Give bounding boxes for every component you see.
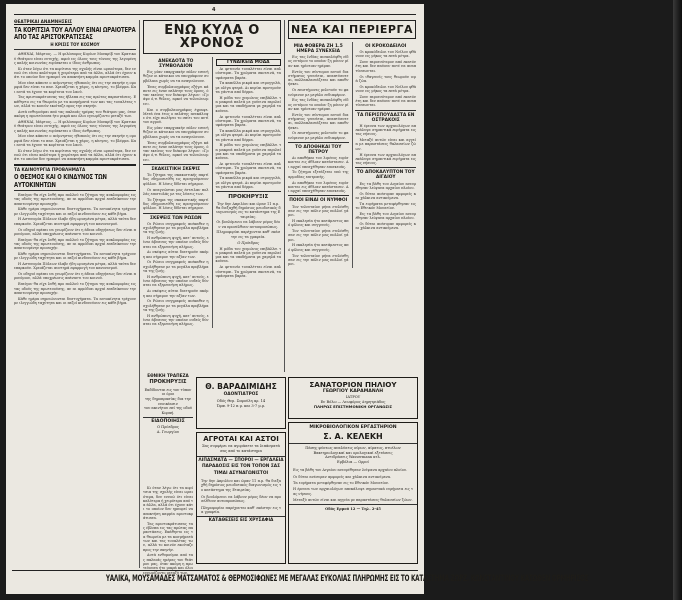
ad-name: Σ. Α. ΚΕΛΕΚΗ: [323, 431, 383, 441]
paragraph: Η μόδα του χειμώνος επιβάλλει τα μακρυά παλτά με γούνινα περιλαίμια και τα υποδήματα με χαμηλά τακούνια.: [215, 143, 282, 161]
paragraph: Τας αριστοκράτισσας τας έβλεπα εις τας πρώτας παραστάσεις. Εκάθηντο εις τα θεωρεία με τα κοσμήματά των και τας τουαλέτας των, αλλά το κοινόν εκοίταζε προς την σκηνήν.: [143, 521, 193, 552]
ad-line: Πάσης φύσεως αναλύσεις ούρων, αίματος, πτυέλων: [305, 446, 401, 451]
divider: [143, 164, 209, 165]
ad-line: Εκδίδονται εις τον τύπον οι όροι: [144, 387, 192, 397]
paragraph: Οι επιστήμονες μελετούν το φαινόμενον με μεγάλο ενδιαφέρον.: [288, 88, 349, 97]
ad-subtitle: Σας συμφέρει να αγοράσετε τα λιπάσματά σας από το κατάστημα: [201, 444, 280, 453]
paragraph: Επείγον θα είχε λυθή προ πολλού το ζήτημα της κυκλοφορίας εις τας οδούς της πρωτευούσης, αν αι αρμόδιαι αρχαί επεδείκνυον την απαιτουμένην προσοχήν.: [14, 192, 136, 206]
ad-name: ΣΑΝΑΤΟΡΙΟΝ ΠΗΛΙΟΥ: [309, 380, 397, 389]
paragraph: Επείγον θα είχε λυθή προ πολλού το ζήτημα της κυκλοφορίας εις τας οδούς της πρωτευούσης, αν αι αρμόδιαι αρχαί επεδείκνυον την απαιτουμένην προσοχήν.: [14, 282, 136, 295]
ad-farmers: [196, 432, 286, 564]
ad-line: του ακινήτου επί της οδού Κοραή.: [143, 406, 193, 415]
paragraph: Αι αποθήκαι του λιμένος ευρίσκονται εις άθλιαν κατάστασιν. Αι αρχαί υπεσχέθησαν επισκευάς.: [288, 156, 349, 169]
divider: [288, 142, 349, 143]
paragraph: Πληροφορίαι παρέχονται καθ’ εκάστην εις τα γραφεία.: [201, 505, 281, 514]
column-rule: [284, 20, 285, 372]
paragraph: Εις τας Ινδίας ανεκαλύφθη είδος εντόμου το οποίον ζη μόνον μίαν και ημίσειαν ημέραν.: [288, 98, 349, 111]
insect-headline: ΜΙΑ ΦΟΒΕΡΑ ΖΗ 1.5 ΗΜΕΡΑ ΣΥΝΕΧΕΙΑ: [293, 44, 343, 55]
notice-signature: Ο Πρόεδρος: [237, 240, 260, 245]
paragraph: ΑΘΗΝΑΙ, Μάρτιος. — Η φιλόσοφος Κυρίων Μονκρίβ του Κρατικού Θεάτρου είναι ευτυχής, αφού εις όλους τους τόνους της λεγομένης καλής κοινωνίας ευρίσκεται ο ίδιος άνθρωπος.: [14, 119, 136, 133]
paragraph: Το ζήτημα της σκακιστικής παρτίδος εδημοσιεύθη εις προηγούμενον φύλλον. Η λύσις δίδεται σήμερον.: [143, 197, 209, 211]
paragraph: Η μόδα του χειμώνος επιβάλλει τα μακρυά παλτά με γούνινα περιλαίμια και τα υποδήματα με χαμηλά τακούνια.: [215, 95, 282, 113]
divider: [14, 164, 136, 166]
binding-strip: [673, 0, 682, 600]
paragraph: Κάθε ημέρα σημειώνονται δυστυχήματα. Τα αυτοκίνητα τρέχουν με ιλιγγιώδη ταχύτητα και οι πεζοί κινδυνεύουν εις κάθε βήμα.: [14, 251, 136, 261]
paragraph: Αι σκέψεις αύται διατηρούν ακόμη και σήμερον την αξίαν των.: [143, 250, 209, 259]
paragraph: Κι όταν λέγω ότι τα κορίτσια της σχολής είναι ωραιότερα, δεν εννοώ ότι είναι καλύτερα ή χειρότερα από τα άλλα, αλλά ότι έχουν κάτι το οποίον δεν ημπορεί να αποκτήση καμμία αριστοκράτισσα.: [14, 148, 136, 162]
paragraph: Τα καπέλλα μικρά και στρογγυλά, με ολίγα φτερά. Αι κυρίαι προτιμούν τα γάντια από δέρμα.: [215, 128, 282, 142]
divider: [288, 195, 349, 196]
paragraph: Οι Ρώσοι συγγραφείς ανέκαθεν ησχολήθησαν με τα μεγάλα προβλήματα της ζωής.: [143, 221, 209, 235]
paragraph: ΑΘΗΝΑΙ, Μάρτιος. — Η φιλόσοφος Κυρίων Μονκρίβ του Κρατικού Θεάτρου είναι ευτυχής, αφού εις όλους τους τόνους της λεγομένης καλής κοινωνίας ευρίσκεται ο ίδιος άνθρωπος.: [14, 52, 136, 65]
russians-headline: ΣΚΕΨΕΙΣ ΤΩΝ ΡΩΣΩΝ: [149, 215, 202, 221]
section-banner: ΕΝΩ ΚΥΛΑ Ο ΧΡΟΝΟΣ: [143, 20, 281, 54]
paragraph: Αι φετεινάι τουαλέτται είναι απλούστεραι. Τα χρώματα σκοτεινά, τα υφάσματα βαρέα.: [215, 67, 282, 80]
warehouse-headline: ΤΟ ΑΠΟΘΗΚΑΙ ΤΟΥ ΠΕΤΡΟΥ: [295, 144, 342, 156]
ad-line: Εμβόλια — Ορροί: [337, 459, 369, 464]
divider: [197, 516, 285, 517]
paragraph: Αι φετεινάι τουαλέτται είναι απλούστεραι. Τα χρώματα σκοτεινά, τα υφάσματα βαρέα.: [215, 162, 282, 175]
paragraph: Τον τελευταίον μήνα ετελέσθησαν εις την πόλιν μας πολλοί γάμοι.: [288, 229, 349, 242]
ad-profession: ΟΔΟΝΤΙΑΤΡΟΣ: [223, 391, 259, 397]
paragraph: Αυτά ενθυμούμαι από τας παλαιάς ημέρας του θεάτρου μας, όταν ακόμη η πρωτεύουσα ήτο μικρά και όλοι εγνωρίζοντο μεταξύ των.: [143, 553, 193, 575]
column-middle-lower: [143, 486, 193, 575]
paragraph: Και ο συμβολαιογράφος έγραψε. Μετά ένα έτος ο πελάτης ανεκάλυψε ότι είχε πωλήσει το σπίτι του αντί του αγρού.: [143, 107, 209, 125]
ad-line: ΠΛΗΡΩΣ ΕΠΙΣΤΗΜΟΝΙΚΗ ΟΡΓΑΝΩΣΙΣ: [313, 403, 393, 409]
divider: [143, 213, 209, 214]
paragraph: Την 8ην Απριλίου και ώραν 11 π.μ. θα διεξαχθή δημόσιος μειοδοτικός διαγωνισμός εις το κατάστημα της Εταιρείας.: [215, 201, 281, 219]
ad-name: Θ. ΒΑΡΑΔΙΜΙΔΗΣ: [205, 382, 277, 391]
column-left: [14, 20, 136, 568]
ad-sanatorium: [288, 377, 418, 419]
paragraph: Μεταξύ αυτών είναι και αγγεία με παραστάσεις θαλασσίων ζώων.: [355, 138, 416, 151]
ad-footer: ΚΑΤΑΘΕΣΕΙΣ ΕΙΣ ΧΡΥΣΑΦΙΑ: [208, 518, 274, 524]
divider: [289, 443, 417, 444]
paragraph: Τον τελευταίον μήνα ετελέσθησαν εις την πόλιν μας πολλοί γάμοι.: [288, 204, 349, 218]
paragraph: Η εκκλησία ήτο κατάμεστος από φίλους και συγγενείς.: [288, 243, 349, 252]
ad-line: ΠΑΡΑΔΟΣΙΣ ΕΙΣ ΤΟΝ ΤΟΠΟΝ ΣΑΣ: [201, 464, 281, 470]
paragraph: Οι δύται ανέσυραν αμφορείς και χάλκινα αντικείμενα.: [355, 191, 416, 200]
ad-address: Οδός Θεμ. Σοφούλη αρ. 14: [216, 399, 266, 404]
divider: [289, 504, 417, 505]
paragraph: Κι όταν λέγω ότι τα κορίτσια της σχολής είναι ωραιότερα, δεν εννοώ ότι είναι καλύτερα ή χειρότερα από τα άλλα, αλλά ότι έχουν κάτι το οποίον δεν ημπορεί να αποκτήση καμμία αριστοκράτισσα.: [14, 66, 136, 80]
paragraph: Κι όταν λέγω ότι τα κορίτσια της σχολής είναι ωραιότερα, δεν εννοώ ότι είναι καλύτερα ή χειρότερα από τα άλλα, αλλά ότι έχουν κάτι το οποίον δεν ημπορεί να αποκτήση καμμία αριστοκράτισσα.: [143, 486, 193, 521]
paragraph: Μου είπε κάποτε ο αείμνηστος ηθοποιός ότι εις την σκηνήν η ομορφιά δεν είναι το παν. Χρειάζεται η χάρις, η κίνησις, το βλέμμα. Και αυτά τα έχουν τα κορίτσια του λαού.: [14, 134, 136, 147]
paragraph: Τας αριστοκράτισσας τας έβλεπα εις τας πρώτας παραστάσεις. Εκάθηντο εις τα θεωρεία με τα κοσμήματά των και τας τουαλέτας των, αλλά το κοινόν εκοίταζε προς την σκηνήν.: [14, 95, 136, 109]
paragraph: Εις τα βάθη του Αιγαίου ανευρέθησαν λείψανα αρχαίου πλοίου.: [293, 467, 408, 472]
page-number: 4: [212, 7, 216, 13]
paragraph: Ένας συμβολαιογράφος εξήγει κάποτε εις έναν πελάτην τους όρους, όταν εκείνος τον διέκοψε λέγων: «Γράψε ό,τι θέλεις, αρκεί να τελειώνωμεν».: [143, 140, 209, 162]
paragraph: Οι δύται ανέσυραν αμφορείς και χάλκινα αντικείμενα.: [355, 221, 416, 231]
chess-headline: ΣΚΑΚΙΣΤΙΚΗ ΣΚΕΨΙΣ: [151, 167, 201, 173]
article2-headline: Ο ΘΕΣΜΟΣ ΚΑΙ Ο ΚΙΝΔΥΝΟΣ ΤΩΝ ΑΥΤΟΚΙΝΗΤΩΝ: [14, 172, 107, 189]
paragraph: Οι ιθαγενείς τους θεωρούν ιερά ζώα.: [355, 74, 416, 83]
ad-title: ΠΡΟΚΗΡΥΞΙΣ: [149, 379, 187, 386]
ad-line: Αντιδράσεις Wassermann κτλ.: [325, 455, 381, 460]
article-byline: Η ΚΡΙΣΙΣ ΤΟΥ ΚΟΣΜΟΥ: [50, 42, 100, 48]
paragraph: Η ανθρώπινη ψυχή, κατ’ αυτούς, είναι άβυσσος την οποίαν ουδείς δύναται να εξερευνήση πλήρως.: [143, 274, 209, 288]
paragraph: Τον τελευταίον μήνα ετελέσθησαν εις την πόλιν μας πολλοί γάμοι.: [288, 253, 349, 267]
paragraph: Τα καπέλλα μικρά και στρογγυλά, με ολίγα φτερά. Αι κυρίαι προτιμούν τα γάντια από δέρμα.: [215, 176, 282, 189]
shells-headline: ΤΑ ΠΕΡΙΣΠΟΥΔΑΣΤΑ ΕΝ ΟΣΤΡΑΚΟΙΣ: [357, 112, 415, 123]
paragraph: Τα ευρήματα μετεφέρθησαν εις το Εθνικόν Μουσείον.: [355, 201, 416, 211]
paragraph: Κάθε ημέρα σημειώνονται δυστυχήματα. Τα αυτοκίνητα τρέχουν με ιλιγγιώδη ταχύτητα και οι πεζοί κινδυνεύουν εις κάθε βήμα.: [14, 207, 136, 216]
column-rule: [212, 57, 213, 328]
ad-line: ΙΑΤΡΟΥ: [345, 395, 361, 400]
ad-laboratory: [288, 422, 418, 564]
paragraph: Οι οδηγοί πρέπει να γνωρίζουν ότι η άδεια οδηγήσεως δεν είναι προνόμιον, αλλά υποχρέωσις απέναντι του κοινού.: [14, 227, 136, 236]
article2-kicker: ΤΑ ΚΑΙΝΟΥΡΓΙΑ ΠΡΟΒΛΗΜΑΤΑ: [14, 166, 86, 172]
paragraph: Η Αστυνομία Πόλεων έλαβε ήδη ωρισμένα μέτρα, αλλά ταύτα δεν επαρκούν. Χρειάζεται αυστηρά εφαρμογή του κανονισμού.: [14, 262, 136, 271]
paragraph: Οι επιστήμονες μελετούν το φαινόμενον με μεγάλο ενδιαφέρον.: [288, 131, 349, 140]
paragraph: Εις μίαν επαρχιακήν πόλιν εσυνήθιζαν οι κάτοικοι να υπογράφουν συμβόλαια χωρίς να τα αναγνώσουν.: [143, 126, 209, 139]
paragraph: Ένας συμβολαιογράφος εξήγει κάποτε εις έναν πελάτην τους όρους, όταν εκείνος τον διέκοψε λέγων: «Γράψε ό,τι θέλεις, αρκεί να τελειώνωμεν».: [143, 84, 209, 106]
paragraph: Εις τας Ινδίας ανεκαλύφθη είδος εντόμου το οποίον ζη μόνον μίαν και ημίσειαν ημέραν.: [288, 55, 349, 68]
paragraph: Τα καπέλλα μικρά και στρογγυλά, με ολίγα φτερά. Αι κυρίαι προτιμούν τα γάντια από δέρμα.: [215, 81, 282, 95]
paragraph: Η εκκλησία ήτο κατάμεστος από φίλους και συγγενείς.: [288, 218, 349, 228]
paragraph: Η έρευνα των αρχαιολόγων απεκάλυψε σημαντικά ευρήματα εις τας νήσους.: [355, 152, 416, 166]
paragraph: Οι αναγνώσται μας έστειλαν πολλάς επιστολάς με τας λύσεις των.: [143, 187, 209, 196]
section-label: ΘΕΑΤΡΙΚΑΙ ΑΝΑΜΝΗΣΕΙΣ: [14, 19, 72, 24]
paragraph: Το ζήτημα της σκακιστικής παρτίδος εδημοσιεύθη εις προηγούμενον φύλλον. Η λύσις δίδεται σήμερον.: [143, 173, 209, 186]
ad-line: Α. Γεωργίου: [156, 429, 180, 434]
column-rule: [139, 20, 140, 568]
paragraph: Η Αστυνομία Πόλεων έλαβε ήδη ωρισμένα μέτρα, αλλά ταύτα δεν επαρκούν. Χρειάζεται αυστηρά εφαρμογή του κανονισμού.: [14, 217, 136, 226]
paragraph: Οι βουλόμενοι να λάβουν μέρος δέον να προσέλθουν αυτοπροσώπως.: [216, 220, 281, 229]
paragraph: Επείγον θα είχε λυθή προ πολλού το ζήτημα της κυκλοφορίας εις τας οδούς της πρωτευούσης, αν αι αρμόδιαι αρχαί επεδείκνυον την απαιτουμένην προσοχήν.: [14, 237, 136, 251]
paragraph: Πληροφορίαι παρέχονται καθ’ εκάστην εις τα γραφεία.: [216, 230, 281, 239]
crocodile-headline: ΟΙ ΚΡΟΚΟΔΕΙΛΟΙ: [365, 44, 407, 49]
ad-doctor: ΓΕΩΡΓΙΟΥ ΚΑΡΑΜΑΝΛΗ: [322, 388, 384, 394]
paragraph: Ζουν περισσότερον από εκατόν έτη και δεν παύουν ποτέ να αναπτύσσωνται.: [355, 94, 416, 108]
divider: [355, 110, 416, 111]
paragraph: Η ανθρώπινη ψυχή, κατ’ αυτούς, είναι άβυσσος την οποίαν ουδείς δύναται να εξερευνήση πλήρως.: [143, 235, 209, 249]
paragraph: Αυτά ενθυμούμαι από τας παλαιάς ημέρας του θεάτρου μας, όταν ακόμη η πρωτεύουσα ήτο μικρά και όλοι εγνωρίζοντο μεταξύ των.: [14, 109, 136, 119]
paragraph: Οι Ρώσοι συγγραφείς ανέκαθεν ησχολήθησαν με τα μεγάλα προβλήματα της ζωής.: [143, 299, 209, 312]
paragraph: Αι φετεινάι τουαλέτται είναι απλούστεραι. Τα χρώματα σκοτεινά, τα υφάσματα βαρέα.: [215, 265, 282, 278]
column-right: [288, 20, 416, 372]
article-headline: ΤΑ ΚΟΡΙΤΣΙΑ ΤΟΥ ΑΛΛΟΥ ΕΙΝΑΙ ΩΡΑΙΟΤΕΡΑ ΑΠΟ ΤΑΣ ΑΡΙΣΤΟΚΡΑΤΙΣΣΑΣ: [14, 24, 136, 41]
paragraph: Κάθε ημέρα σημειώνονται δυστυχήματα. Τα αυτοκίνητα τρέχουν με ιλιγγιώδη ταχύτητα και οι πεζοί κινδυνεύουν εις κάθε βήμα.: [14, 296, 136, 305]
paragraph: Η μόδα του χειμώνος επιβάλλει τα μακρυά παλτά με γούνινα περιλαίμια και τα υποδήματα με χαμηλά τακούνια.: [215, 246, 282, 264]
ad-line: Βακτηριολογικαί και ορολογικαί εξετάσεις: [313, 450, 393, 455]
paragraph: Εντός του σύντομου αυτού διαστήματος γεννάται, αναπτύσσεται, πολλαπλασιάζεται και αποθνήσκει.: [288, 112, 349, 130]
ad-org: ΕΘΝΙΚΗ ΤΡΑΠΕΖΑ: [147, 373, 189, 378]
paragraph: Την 8ην Απριλίου και ώραν 11 π.μ. θα διεξαχθή δημόσιος μειοδοτικός διαγωνισμός εις το κατάστημα της Εταιρείας.: [201, 479, 281, 492]
paragraph: Αι σκέψεις αύται διατηρούν ακόμη και σήμερον την αξίαν των.: [143, 289, 209, 298]
divider: [14, 190, 136, 191]
paragraph: Εντός του σύντομου αυτού διαστήματος γεννάται, αναπτύσσεται, πολλαπλασιάζεται και αποθνήσκει.: [288, 69, 349, 87]
ad-title: ΜΙΚΡΟΒΙΟΛΟΓΙΚΟΝ ΕΡΓΑΣΤΗΡΙΟΝ: [309, 425, 397, 430]
paragraph: Η ανθρώπινη ψυχή, κατ’ αυτούς, είναι άβυσσος την οποίαν ουδείς δύναται να εξερευνήση πλήρως.: [143, 313, 209, 327]
column-middle: [143, 20, 281, 372]
ad-title: ΕΙΔΟΠΟΙΗΣΙΣ: [151, 419, 185, 425]
ad-line: ΤΙΜΑΙ ΑΣΥΝΑΓΩΝΙΣΤΟΙ: [213, 470, 269, 476]
paragraph: Η έρευνα των αρχαιολόγων απεκάλυψε σημαντικά ευρήματα εις τας νήσους.: [355, 123, 416, 137]
divider: [216, 191, 282, 192]
paragraph: Οι οδηγοί πρέπει να γνωρίζουν ότι η άδεια οδηγήσεως δεν είναι προνόμιον, αλλά υποχρέωσις απέναντι του κοινού.: [14, 272, 136, 281]
ad-proclamation: [143, 374, 193, 484]
notice-headline: ΠΡΟΚΗΡΥΞΙΣ: [228, 194, 269, 201]
top-rule: [14, 14, 416, 15]
ad-address: Οδός Ερμού 12 — Τηλ. 2-45: [325, 507, 381, 512]
paragraph: Αι αποθήκαι του λιμένος ευρίσκονται εις άθλιαν κατάστασιν. Αι αρχαί υπεσχέθησαν επισκευάς.: [288, 180, 349, 194]
footer-text: ΥΑΛΙΚΑ, ΜΟΥΣΑΜΑΔΕΣ ΜΑΤΣΑΜΑΤΟΣ & ΘΕΡΜΟΣΙΦΩΝΕΣ ΜΕ ΜΕΓΑΛΑΣ ΕΥΚΟΛΙΑΣ ΠΛΗΡΩΜΗΣ ΕΙΣ ΤΟ ΚΑΤΑΣΤΗΜΑ ΖΩΡΖ. ΚΩΝΣΤΑΝΤΙΝΟΥ ΚΑΤΩΘΕΝ ΟΡΜΗΡΙΣΟΣ: [105, 574, 589, 584]
paragraph: Μεταξύ αυτών είναι και αγγεία με παραστάσεις θαλασσίων ζώων.: [293, 498, 413, 503]
fashion-headline: ΓΥΝΑΙΚΕΙΑ ΜΟΔΑ: [216, 59, 282, 66]
ad-line: Ο Πρόεδρος: [157, 425, 179, 430]
ad-line: Εν Βόλω — Λεωφόρος Δημητριάδος: [320, 399, 386, 404]
divider: [197, 456, 285, 457]
divider: [355, 167, 416, 168]
paragraph: Οι κροκόδειλοι του Νείλου φθάνουν εις μήκος τα επτά μέτρα.: [355, 50, 416, 59]
paragraph: Εις τα βάθη του Αιγαίου ανευρέθησαν λείψανα αρχαίου πλοίου.: [355, 181, 416, 190]
paragraph: Ζουν περισσότερον από εκατόν έτη και δεν παύουν ποτέ να αναπτύσσωνται.: [355, 60, 416, 73]
paragraph: Το ζήτημα εξετάζεται υπό της αρμοδίας επιτροπής.: [288, 170, 349, 179]
paragraph: Οι βουλόμενοι να λάβουν μέρος δέον να προσέλθουν αυτοπροσώπως.: [201, 494, 281, 504]
footer-banner: [12, 570, 589, 587]
column-rule: [352, 42, 353, 268]
paragraph: Τα ευρήματα μετεφέρθησαν εις το Εθνικόν Μουσείον.: [293, 481, 390, 486]
paragraph: Οι Ρώσοι συγγραφείς ανέκαθεν ησχολήθησαν με τα μεγάλα προβλήματα της ζωής.: [143, 260, 209, 274]
paragraph: Η έρευνα των αρχαιολόγων απεκάλυψε σημαντικά ευρήματα εις τας νήσους.: [293, 487, 413, 496]
ad-dentist: [196, 377, 286, 429]
paragraph: Οι δύται ανέσυραν αμφορείς και χάλκινα αντικείμενα.: [293, 474, 392, 479]
aegean-headline: ΤΟ ΑΠΟΚΑΛΥΠΤΟΝ ΤΟΥ ΑΙΓΑΙΟΥ: [356, 170, 415, 181]
anecdote-headline: ΑΝΕΚΔΟΤΑ ΤΟ ΣΥΜΒΟΛΑΙΟΝ: [158, 59, 194, 70]
divider: [14, 49, 136, 50]
ad-line: της δημοπρασίας δια την ενοικίασιν: [145, 397, 191, 406]
paragraph: Οι κροκόδειλοι του Νείλου φθάνουν εις μήκος τα επτά μέτρα.: [355, 84, 416, 93]
paragraph: Αι φετεινάι τουαλέτται είναι απλούστεραι. Τα χρώματα σκοτεινά, τα υφάσματα βαρέα.: [215, 114, 282, 128]
ad-line: ΛΙΠΑΣΜΑΤΑ — ΣΠΟΡΟΙ — ΕΡΓΑΛΕΙΑ: [198, 457, 284, 463]
ad-title: ΑΓΡΟΤΑΙ ΚΑΙ ΑΣΤΟΙ: [203, 435, 279, 443]
paragraph: Μου είπε κάποτε ο αείμνηστος ηθοποιός ότι εις την σκηνήν η ομορφιά δεν είναι το παν. Χρειάζεται η χάρις, η κίνησις, το βλέμμα. Και αυτά τα έχουν τα κορίτσια του λαού.: [14, 81, 136, 94]
paragraph: Εις τα βάθη του Αιγαίου ανευρέθησαν λείψανα αρχαίου πλοίου.: [355, 211, 416, 221]
ad-hours: Ώραι 9-12 π.μ. και 3-7 μ.μ.: [216, 404, 266, 409]
section-banner: ΝΕΑ ΚΑΙ ΠΕΡΙΕΡΓΑ: [288, 20, 416, 39]
newspaper-page: [6, 4, 589, 594]
grooms-headline: ΠΟΙΟΙ ΕΙΝΑΙ ΟΙ ΝΥΜΦΟΙ: [289, 198, 348, 204]
paragraph: Εις μίαν επαρχιακήν πόλιν εσυνήθιζαν οι κάτοικοι να υπογράφουν συμβόλαια χωρίς να τα αναγνώσουν.: [143, 70, 209, 83]
